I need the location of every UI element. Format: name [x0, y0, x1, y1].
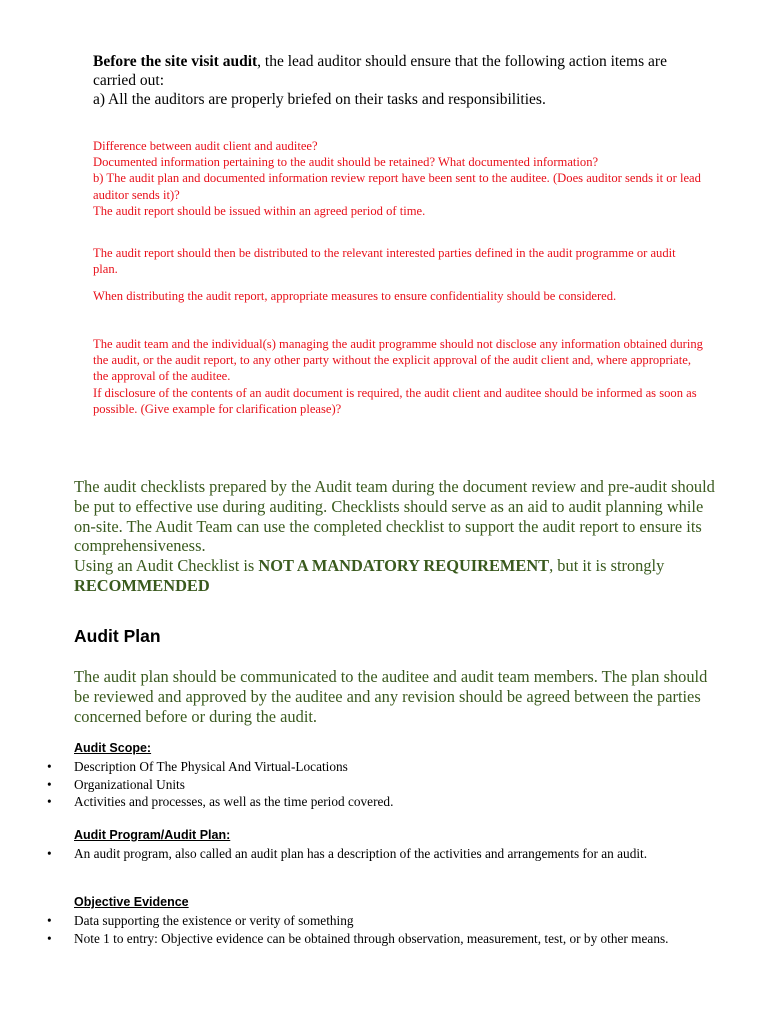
- bullet-glyph: •: [47, 759, 52, 774]
- red-note-line: Documented information pertaining to the audit should be retained? What documented information?: [93, 155, 599, 170]
- bullet-glyph: •: [47, 776, 52, 792]
- checklist-line-start: Using an Audit Checklist is: [74, 556, 259, 576]
- audit-scope-list: [0, 758, 700, 811]
- audit-program-list: [0, 845, 700, 863]
- list-item: [0, 930, 700, 948]
- red-note-line: b) The audit plan and documented information review report have been sent to the auditee. (Does auditor sends it or lead auditor sends it)?: [93, 171, 701, 202]
- list-item: [0, 776, 700, 794]
- intro-bold-lead: Before the site visit audit: [93, 53, 258, 70]
- audit-plan-heading: Audit Plan: [74, 626, 161, 646]
- list-item: [0, 845, 700, 863]
- list-item-text: Organizational Units: [74, 776, 185, 792]
- intro-section: [93, 52, 713, 109]
- list-item: [0, 758, 700, 776]
- intro-item-a: a) All the auditors are properly briefed on their tasks and responsibilities.: [93, 91, 546, 108]
- red-note-line: Difference between audit client and auditee?: [93, 139, 318, 153]
- red-note-block-3: [93, 288, 703, 304]
- bullet-glyph: •: [47, 930, 52, 946]
- list-item-text: Data supporting the existence or verity of something: [74, 913, 354, 928]
- checklist-line-mid: , but it is strongly: [549, 556, 665, 576]
- intro-rest: , the lead auditor should ensure that the following action items are carried out:: [93, 53, 667, 89]
- red-note-block-4: [93, 336, 703, 417]
- list-item: [0, 912, 700, 930]
- bullet-glyph: •: [47, 846, 52, 861]
- red-note-line: When distributing the audit report, appropriate measures to ensure confidentiality should be considered.: [93, 289, 617, 303]
- red-note-line: If disclosure of the contents of an audit document is required, the audit client and auditee should be informed as soon as possible. (Give example for clarification please)?: [93, 385, 697, 416]
- red-note-line: The audit report should be issued within an agreed period of time.: [93, 203, 426, 218]
- audit-program-heading: Audit Program/Audit Plan:: [74, 828, 231, 842]
- red-note-block-2: [93, 245, 703, 277]
- checklist-section: [74, 477, 724, 596]
- list-item-text: An audit program, also called an audit plan has a description of the activities and arrangements for an audit.: [74, 846, 648, 861]
- red-note-line: The audit report should then be distributed to the relevant interested parties defined in the audit programme or audit plan.: [93, 246, 676, 277]
- audit-plan-section: [74, 667, 724, 726]
- checklist-paragraph: The audit checklists prepared by the Audit team during the document review and pre-audit should be put to effective use during auditing. Checklists should serve as an aid to audit planning while on-site. The Audit Team can use the completed checklist to support the audit report to ensure its comprehensiveness.: [74, 477, 715, 556]
- list-item: [0, 793, 700, 811]
- list-item-text: Description Of The Physical And Virtual-Locations: [74, 759, 348, 774]
- objective-evidence-heading: Objective Evidence: [74, 895, 189, 909]
- audit-plan-paragraph: The audit plan should be communicated to the auditee and audit team members. The plan should be reviewed and approved by the auditee and any revision should be agreed between the parties concerned before or during the audit.: [74, 667, 708, 726]
- checklist-requirement-line: [74, 556, 724, 596]
- bullet-glyph: •: [47, 913, 52, 928]
- not-mandatory-emphasis: NOT A MANDATORY REQUIREMENT: [258, 556, 550, 576]
- red-note-block-1: [93, 138, 703, 219]
- recommended-emphasis: RECOMMENDED: [74, 575, 210, 595]
- intro-paragraph: [93, 52, 713, 90]
- bullet-glyph: •: [47, 794, 52, 809]
- objective-evidence-list: [0, 912, 700, 947]
- list-item-text: Note 1 to entry: Objective evidence can be obtained through observation, measurement, test, or by other means.: [74, 930, 669, 946]
- list-item-text: Activities and processes, as well as the time period covered.: [74, 794, 394, 809]
- red-note-line: The audit team and the individual(s) managing the audit programme should not disclose any information obtained during the audit, or the audit report, to any other party without the explicit approval of the audit client and, where appropriate, the approval of the auditee.: [93, 337, 703, 384]
- audit-scope-heading: Audit Scope:: [74, 741, 152, 755]
